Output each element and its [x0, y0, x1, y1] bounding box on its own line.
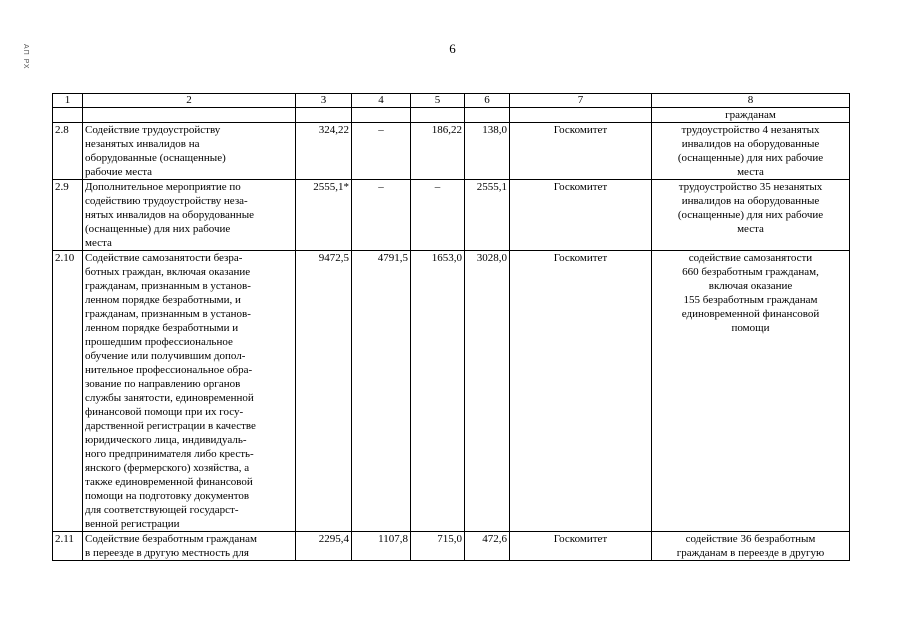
item-number: 2.8 — [53, 123, 83, 180]
text-line: ленном порядке безработными и — [85, 322, 239, 334]
column-header: 2 — [83, 94, 296, 108]
text-line: Содействие безработным гражданам — [85, 533, 257, 545]
value-year-3: 138,0 — [465, 123, 510, 180]
value-year-1: 4791,5 — [352, 251, 411, 532]
empty-cell — [296, 108, 352, 123]
text-line: 660 безработным гражданам, — [682, 266, 819, 278]
empty-cell — [465, 108, 510, 123]
text-line: (оснащенные) для них рабочие — [85, 223, 231, 235]
table-row — [53, 123, 850, 180]
text-line: дарственной регистрации в качестве — [85, 420, 256, 432]
text-line: также единовременной финансовой — [85, 476, 253, 488]
executor-cell: Госкомитет — [510, 180, 652, 251]
text-line: инвалидов на оборудованные — [681, 138, 820, 150]
text-line: службы занятости, единовременной — [85, 392, 254, 404]
result-cell — [652, 251, 850, 532]
text-line: места — [85, 237, 112, 249]
text-line: Дополнительное мероприятие по — [85, 181, 241, 193]
column-header: 5 — [411, 94, 465, 108]
text-line: гражданам, признанным в установ- — [85, 308, 251, 320]
value-year-1: 1107,8 — [352, 532, 411, 561]
column-header: 8 — [652, 94, 850, 108]
column-header: 3 — [296, 94, 352, 108]
item-number: 2.9 — [53, 180, 83, 251]
page-number: 6 — [449, 41, 456, 56]
text-line: 155 безработным гражданам — [683, 294, 818, 306]
margin-stamp: АП РХ — [22, 44, 29, 70]
column-header: 4 — [352, 94, 411, 108]
text-line: рабочие места — [85, 166, 153, 178]
value-total: 324,22 — [296, 123, 352, 180]
text-line: помощи на подготовку документов — [85, 490, 250, 502]
empty-cell — [83, 108, 296, 123]
result-cell — [652, 123, 850, 180]
value-year-1: – — [352, 123, 411, 180]
text-line: обучение или получившим допол- — [85, 350, 246, 362]
table-row — [53, 532, 850, 561]
text-line: (оснащенные) для них рабочие — [677, 152, 824, 164]
text-line: содействию трудоустройству неза- — [85, 195, 248, 207]
result-cell — [652, 180, 850, 251]
item-number: 2.10 — [53, 251, 83, 532]
item-number: 2.11 — [53, 532, 83, 561]
text-line: оборудованные (оснащенные) — [85, 152, 226, 164]
empty-cell — [352, 108, 411, 123]
text-line: места — [737, 223, 764, 235]
column-header: 7 — [510, 94, 652, 108]
executor-cell: Госкомитет — [510, 251, 652, 532]
empty-cell — [53, 108, 83, 123]
result-cell — [652, 532, 850, 561]
column-header: 6 — [465, 94, 510, 108]
text-line: финансовой помощи при их госу- — [85, 406, 244, 418]
value-year-2: 186,22 — [411, 123, 465, 180]
text-line: помощи — [731, 322, 770, 334]
text-line: Содействие трудоустройству — [85, 124, 221, 136]
value-year-2: 715,0 — [411, 532, 465, 561]
text-line: (оснащенные) для них рабочие — [677, 209, 824, 221]
value-year-3: 472,6 — [465, 532, 510, 561]
text-line: ленном порядке безработными, и — [85, 294, 241, 306]
text-line: содействие самозанятости — [688, 252, 813, 264]
text-line: незанятых инвалидов на — [85, 138, 200, 150]
text-line: инвалидов на оборудованные — [681, 195, 820, 207]
activity-cell — [83, 180, 296, 251]
text-line: нительное профессиональное обра- — [85, 364, 253, 376]
text-line: гражданам, признанным в установ- — [85, 280, 251, 292]
result-cell — [652, 108, 850, 123]
value-year-2: 1653,0 — [411, 251, 465, 532]
text-line: прошедшим профессиональное — [85, 336, 233, 348]
column-header: 1 — [53, 94, 83, 108]
value-total: 2295,4 — [296, 532, 352, 561]
text-line: места — [737, 166, 764, 178]
text-line: трудоустройство 4 незанятых — [681, 124, 820, 136]
table-row — [53, 180, 850, 251]
text-line: ного предпринимателя либо кресть- — [85, 448, 254, 460]
header-row — [53, 94, 850, 108]
text-line: янского (фермерского) хозяйства, а — [85, 462, 250, 474]
text-line: венной регистрации — [85, 518, 180, 530]
value-year-2: – — [411, 180, 465, 251]
text-line: в переезде в другую местность для — [85, 547, 249, 559]
text-line: гражданам в переезде в другую — [676, 547, 825, 559]
text-line: трудоустройство 35 незанятых — [678, 181, 823, 193]
text-line: гражданам — [725, 109, 776, 121]
text-line: нятых инвалидов на оборудованные — [85, 209, 254, 221]
value-total: 2555,1* — [296, 180, 352, 251]
empty-cell — [510, 108, 652, 123]
value-year-1: – — [352, 180, 411, 251]
empty-cell — [411, 108, 465, 123]
executor-cell: Госкомитет — [510, 532, 652, 561]
value-total: 9472,5 — [296, 251, 352, 532]
text-line: зование по направлению органов — [85, 378, 241, 390]
activity-cell — [83, 123, 296, 180]
text-line: ботных граждан, включая оказание — [85, 266, 251, 278]
text-line: для соответствующей государст- — [85, 504, 239, 516]
continuation-row — [53, 108, 850, 123]
executor-cell: Госкомитет — [510, 123, 652, 180]
table-row — [53, 251, 850, 532]
activity-cell — [83, 251, 296, 532]
text-line: содействие 36 безработным — [685, 533, 816, 545]
text-line: включая оказание — [708, 280, 793, 292]
value-year-3: 2555,1 — [465, 180, 510, 251]
value-year-3: 3028,0 — [465, 251, 510, 532]
text-line: единовременной финансовой — [681, 308, 820, 320]
text-line: юридического лица, индивидуаль- — [85, 434, 247, 446]
activity-cell — [83, 532, 296, 561]
text-line: Содействие самозанятости безра- — [85, 252, 243, 264]
program-table — [52, 93, 850, 561]
